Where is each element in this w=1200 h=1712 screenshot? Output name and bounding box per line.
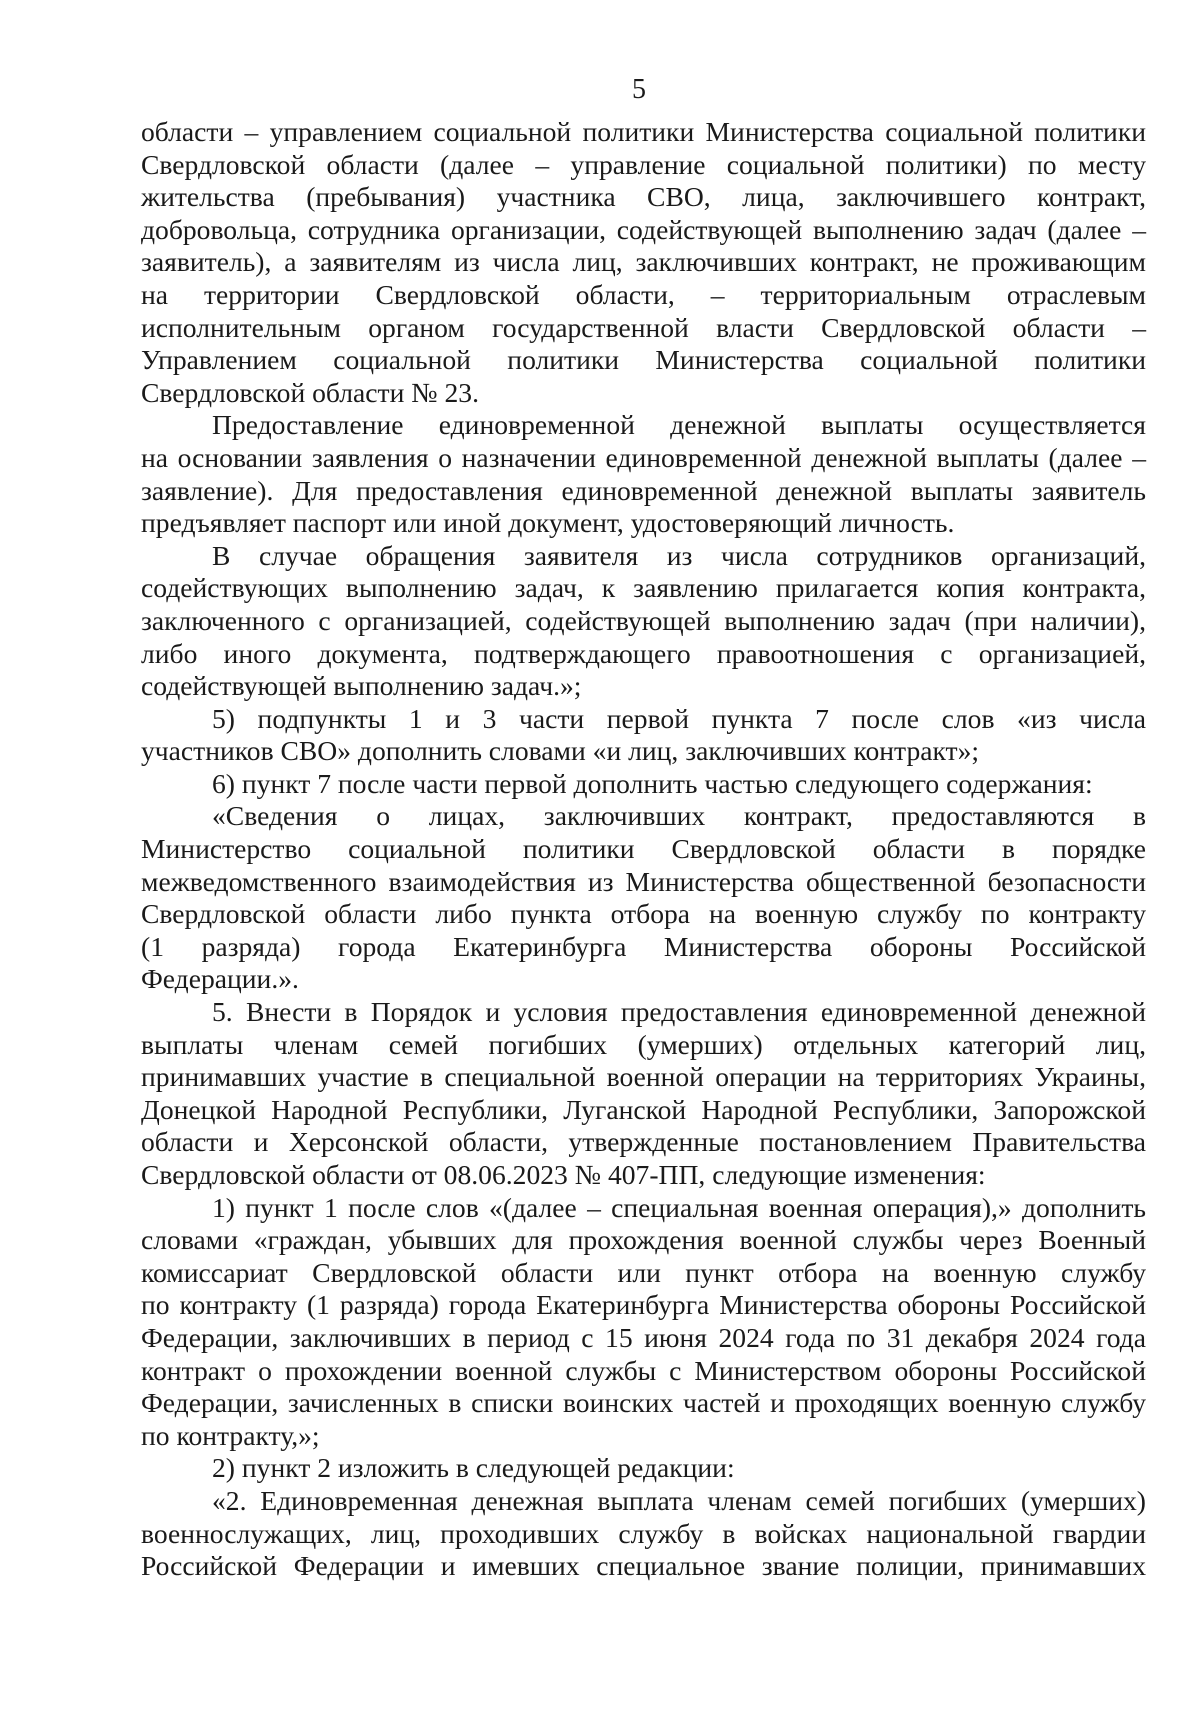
text-line: Предоставление единовременной денежной выплаты осуществляется [212,409,1146,441]
text-line: содействующих выполнению задач, к заявлению прилагается копия контракта, [141,572,1146,604]
text-line: по контракту (1 разряда) города Екатеринбурга Министерства обороны Российской [141,1289,1146,1321]
text-line: по контракту,»; [141,1419,320,1451]
text-line: на территории Свердловской области, – территориальным отраслевым [141,278,1146,310]
text-line: исполнительным органом государственной власти Свердловской области – [141,311,1146,343]
text-line: добровольца, сотрудника организации, содействующей выполнению задач (далее – [141,213,1146,245]
text-line: Свердловской области № 23. [141,376,479,408]
text-line: В случае обращения заявителя из числа сотрудников организаций, [212,539,1146,571]
text-line: комиссариат Свердловской области или пункт отбора на военную службу [141,1256,1146,1288]
text-line: контракт о прохождении военной службы с Министерством обороны Российской [141,1354,1146,1386]
text-line: Свердловской области (далее – управление социальной политики) по месту [141,148,1146,180]
text-line: Свердловской области от 08.06.2023 № 407-ПП, следующие изменения: [141,1159,986,1190]
text-line: 5. Внести в Порядок и условия предоставления единовременной денежной [212,996,1146,1028]
text-line: 2) пункт 2 изложить в следующей редакции: [212,1452,735,1484]
text-line: либо иного документа, подтверждающего правоотношения с организацией, [141,637,1146,669]
text-line: Донецкой Народной Республики, Луганской Народной Республики, Запорожской [141,1093,1146,1125]
text-line: предъявляет паспорт или иной документ, удостоверяющий личность. [141,507,955,539]
text-line: «2. Единовременная денежная выплата членам семей погибших (умерших) [212,1484,1146,1516]
text-line: (1 разряда) города Екатеринбурга Министерства обороны Российской [141,930,1146,962]
text-line: заключенного с организацией, содействующей выполнению задач (при наличии), [141,604,1146,636]
text-line: на основании заявления о назначении единовременной денежной выплаты (далее – [141,441,1146,473]
text-line: военнослужащих, лиц, проходивших службу в войсках национальной гвардии [141,1517,1146,1549]
text-line: 1) пункт 1 после слов «(далее – специальная военная операция),» дополнить [212,1191,1146,1223]
text-line: Министерство социальной политики Свердловской области в порядке [141,833,1146,865]
text-line: «Сведения о лицах, заключивших контракт, предоставляются в [212,800,1146,832]
text-line: 6) пункт 7 после части первой дополнить частью следующего содержания: [212,767,1093,799]
text-line: Свердловской области либо пункта отбора на военную службу по контракту [141,898,1146,930]
text-line: 5) подпункты 1 и 3 части первой пункта 7 после слов «из числа [212,702,1146,734]
text-line: Российской Федерации и имевших специальное звание полиции, принимавших [141,1550,1146,1582]
text-line: участников СВО» дополнить словами «и лиц, заключивших контракт»; [141,735,980,767]
text-line: области – управлением социальной политики Министерства социальной политики [141,116,1146,147]
text-line: заявление). Для предоставления единовременной денежной выплаты заявитель [141,474,1146,506]
document-body [141,116,1146,1583]
text-line: принимавших участие в специальной военной операции на территориях Украины, [141,1061,1146,1093]
text-line: межведомственного взаимодействия из Министерства общественной безопасности [141,865,1146,897]
text-line: выплаты членам семей погибших (умерших) отдельных категорий лиц, [141,1028,1146,1060]
text-line: Управлением социальной политики Министерства социальной политики [141,344,1146,376]
text-line: заявитель), а заявителям из числа лиц, заключивших контракт, не проживающим [141,246,1146,278]
page-number: 5 [632,74,646,105]
text-line: Федерации.». [141,963,299,995]
text-line: области и Херсонской области, утвержденные постановлением Правительства [141,1126,1146,1158]
text-line: словами «граждан, убывших для прохождения военной службы через Военный [141,1224,1146,1256]
text-line: содействующей выполнению задач.»; [141,670,582,702]
text-line: жительства (пребывания) участника СВО, лица, заключившего контракт, [141,181,1146,213]
text-line: Федерации, заключивших в период с 15 июня 2024 года по 31 декабря 2024 года [141,1321,1146,1353]
text-line: Федерации, зачисленных в списки воинских частей и проходящих военную службу [141,1387,1146,1419]
